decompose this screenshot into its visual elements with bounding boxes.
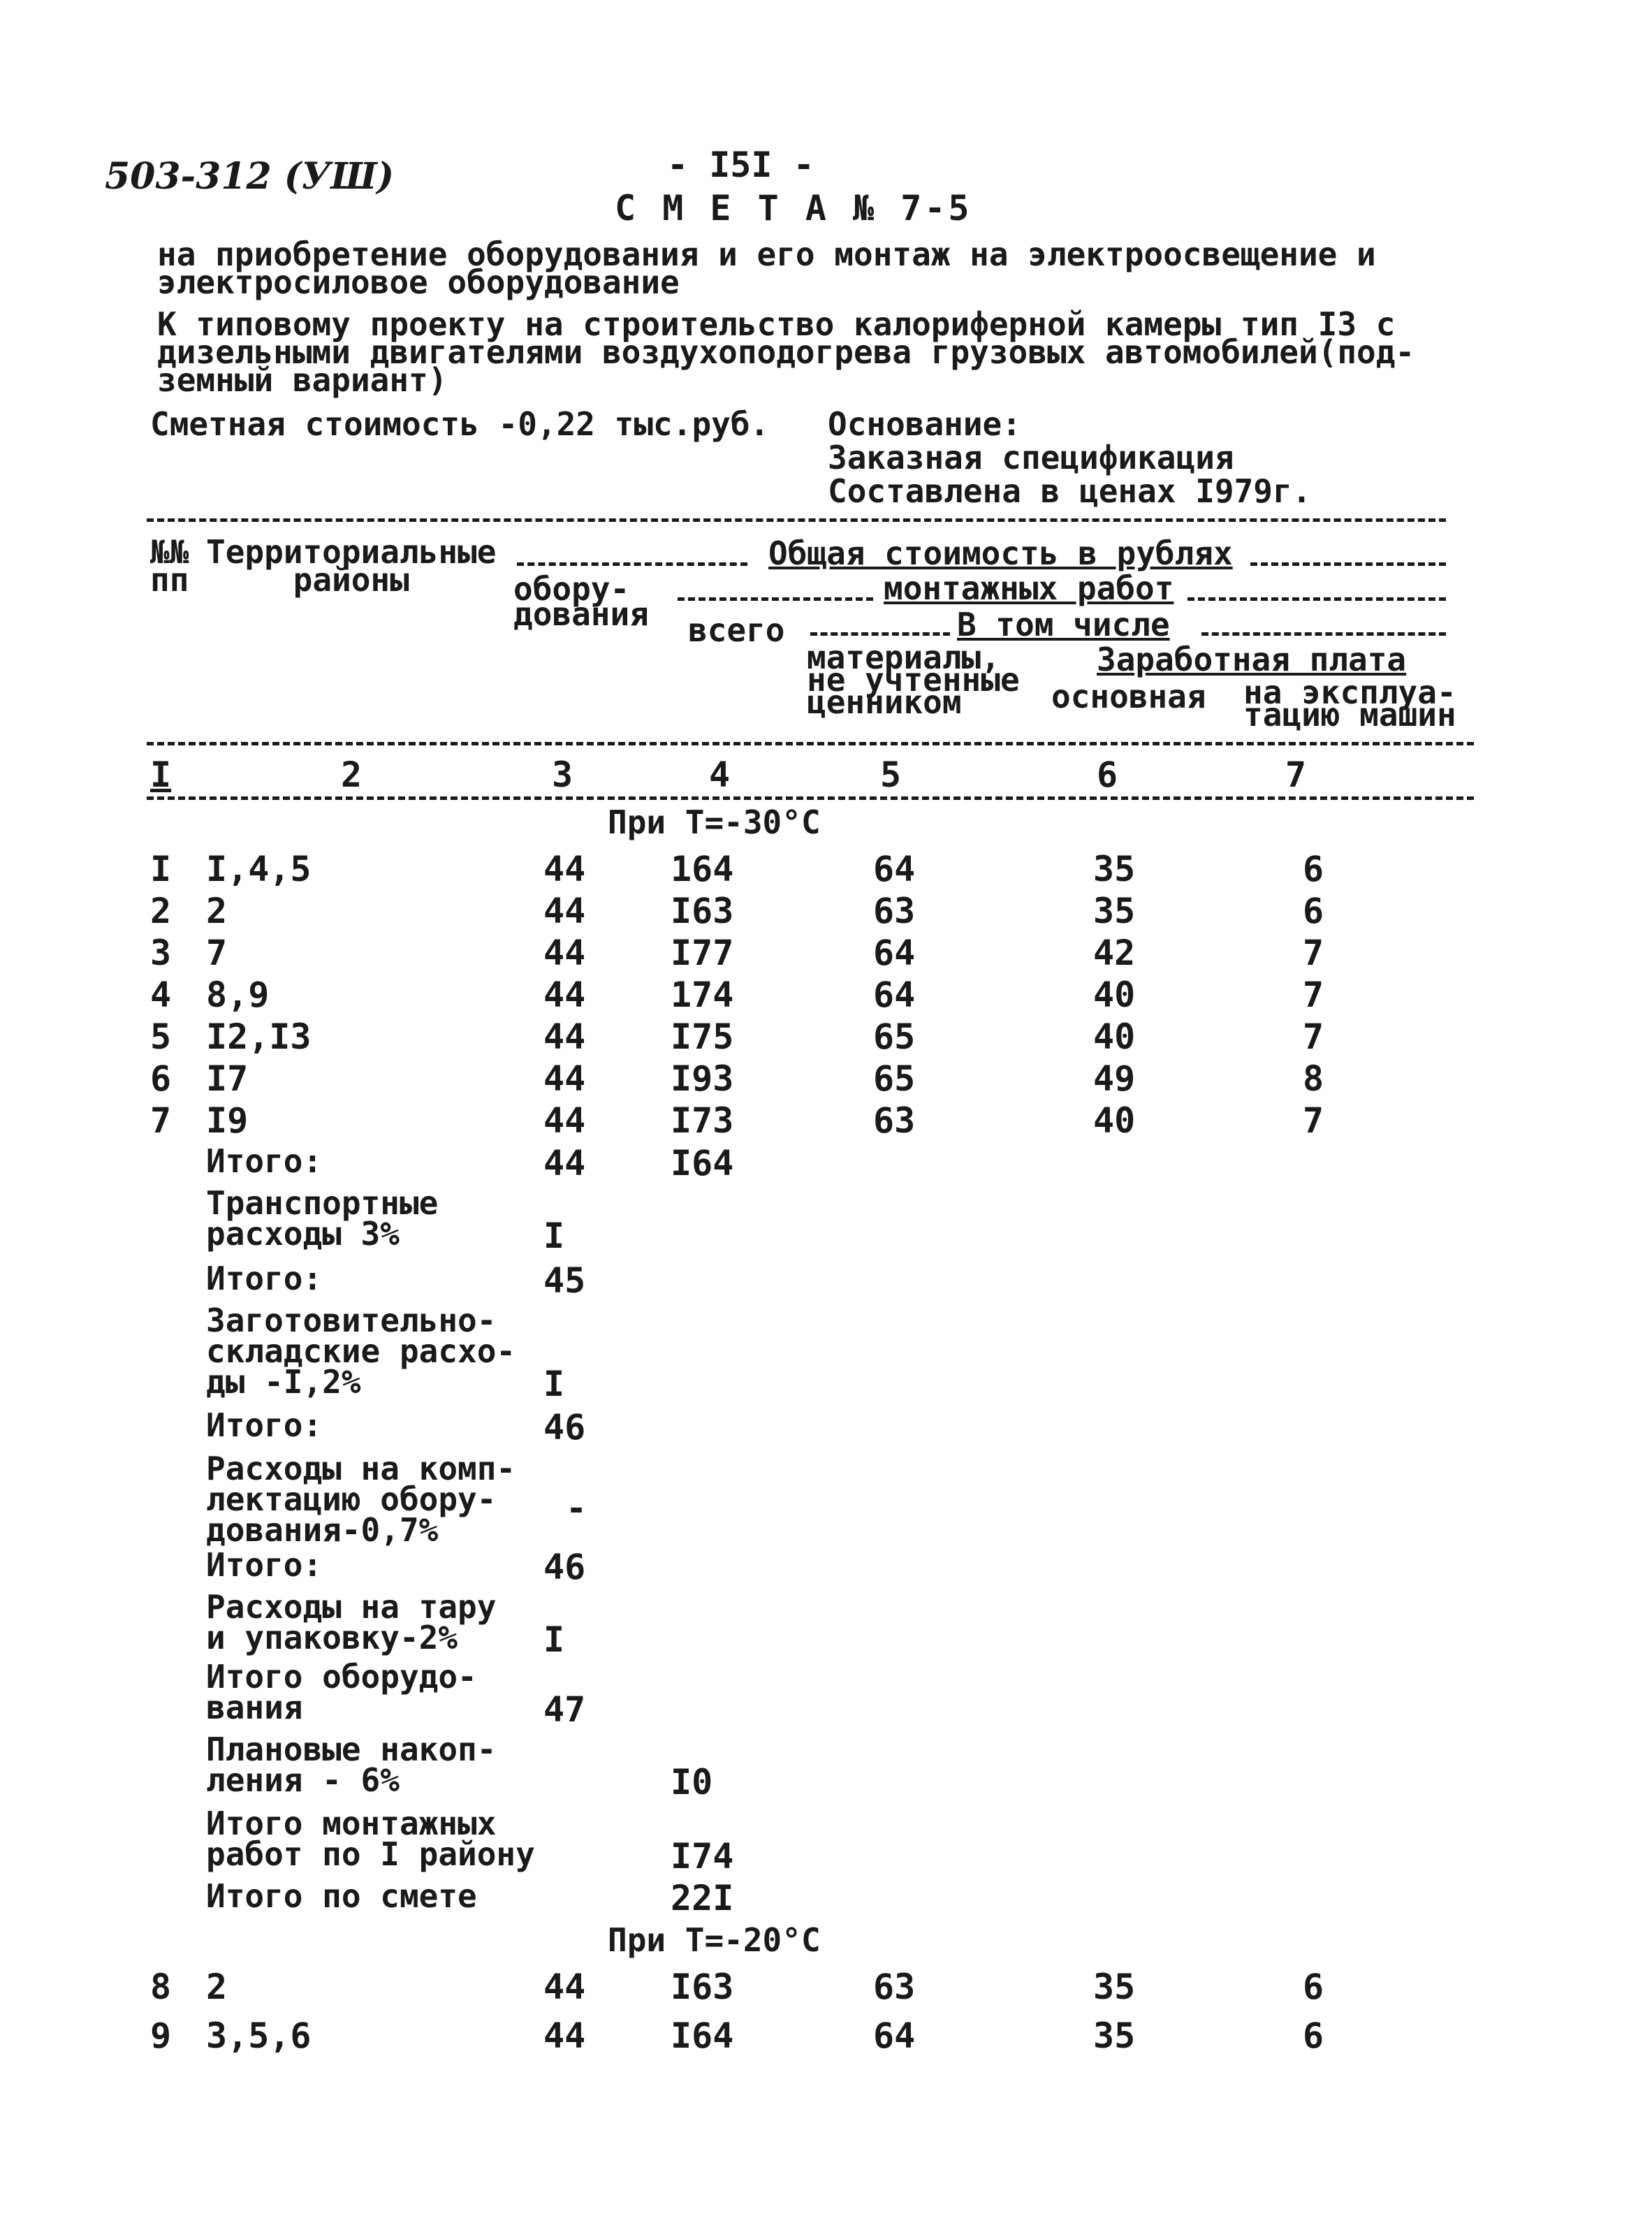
summary-label: Транспортные расходы 3% [206,1184,439,1253]
cell-region: 8,9 [206,975,270,1015]
cell-region: 2 [206,891,228,931]
summary-total: I64 [671,1143,734,1183]
cell-wages-machines: 7 [1303,975,1324,1015]
cell-total: I64 [671,2016,734,2056]
document-code: 503-312 (УШ) [105,155,395,198]
column-number: 4 [709,755,731,795]
summary-equipment: I [543,1364,565,1404]
cell-region: I2,I3 [206,1016,312,1057]
table-row [0,1058,1652,1100]
cell-materials: 64 [873,975,916,1015]
header-total-cost: Общая стоимость в рублях [768,534,1233,572]
header-including: В том числе [957,606,1170,643]
cell-materials: 64 [873,2016,916,2056]
basis-prices: Составлена в ценах I979г. [828,472,1312,510]
table-row [0,1016,1652,1058]
cell-region: I9 [206,1100,249,1141]
summary-total: I0 [671,1762,713,1802]
section-title: При Т=-30°С [608,803,821,841]
cell-wages-basic: 42 [1093,933,1136,973]
summary-equipment: 47 [543,1689,586,1730]
cell-materials: 63 [873,1967,916,2007]
summary-label: Итого: [206,1260,323,1297]
cell-equipment: 44 [543,2016,586,2056]
column-number: 3 [552,755,573,795]
cell-materials: 63 [873,891,916,931]
document-title: С М Е Т А № 7-5 [615,188,972,228]
cell-region: 2 [206,1967,228,2007]
cell-num: 7 [150,1100,172,1141]
cell-wages-machines: 6 [1303,891,1324,931]
header-rule-install-left [678,597,873,601]
header-bottom-rule [147,742,1474,745]
estimated-cost: Сметная стоимость -0,22 тыс.руб. [150,405,770,443]
cell-equipment: 44 [543,891,586,931]
header-wages: Заработная плата [1097,641,1407,678]
cell-num: 6 [150,1058,172,1099]
header-rule-left [517,562,747,566]
table-row [0,933,1652,975]
summary-total: I74 [671,1836,734,1876]
column-number: 6 [1097,755,1118,795]
summary-equipment: - [566,1488,587,1529]
column-numbers-row [0,755,1652,796]
summary-label: Расходы на комп- лектацию обору- дования-0,7% [206,1450,516,1549]
header-equipment: обору- дования [513,570,649,633]
cell-total: I77 [671,933,734,973]
cell-total: I63 [671,891,734,931]
summary-label: Итого: [206,1406,323,1444]
cell-num: 2 [150,891,172,931]
cell-region: I,4,5 [206,849,312,889]
summary-label: Итого: [206,1142,323,1180]
cell-total: 174 [671,975,734,1015]
cell-equipment: 44 [543,1058,586,1099]
section-title: При Т=-20°С [608,1921,821,1959]
header-wages-basic: основная [1051,678,1206,715]
cell-wages-basic: 40 [1093,1016,1136,1057]
summary-label: Заготовительно- складские расхо- ды -I,2% [206,1302,516,1401]
cell-equipment: 44 [543,1967,586,2007]
cell-wages-machines: 7 [1303,1100,1324,1141]
cell-equipment: 44 [543,1016,586,1057]
header-all: всего [688,611,785,649]
cell-materials: 64 [873,849,916,889]
header-materials: материалы, не учтенные ценником [807,639,1020,721]
summary-label: Итого монтажных работ по I району [206,1805,535,1873]
summary-total: 22I [671,1878,734,1918]
table-row [0,2016,1652,2057]
column-number: 7 [1285,755,1307,795]
summary-label: Итого оборудо- вания [206,1658,477,1726]
cell-num: 5 [150,1016,172,1057]
table-row [0,891,1652,933]
project-line-2: дизельными двигателями воздухоподогрева грузовых автомобилей(под- [157,333,1415,371]
project-line-1: К типовому проекту на строительство калориферной камеры тип I3 с [157,305,1396,343]
table-top-rule [147,518,1446,522]
header-rule-right [1250,562,1446,566]
cell-wages-machines: 6 [1303,849,1324,889]
table-row [0,1967,1652,2009]
column-number: 2 [341,755,363,795]
cell-materials: 63 [873,1100,916,1141]
cell-total: I93 [671,1058,734,1099]
cell-wages-basic: 35 [1093,1967,1136,2007]
header-rule-install-right [1187,597,1446,601]
cell-region: I7 [206,1058,249,1099]
subtitle-line-2: электросиловое оборудование [157,263,680,301]
cell-total: I75 [671,1016,734,1057]
header-regions: Территориальные районы [206,533,497,599]
summary-equipment: 46 [543,1547,586,1587]
summary-label: Расходы на тару и упаковку-2% [206,1588,497,1656]
cell-materials: 65 [873,1058,916,1099]
header-rule-incl-left [810,632,950,636]
cell-wages-basic: 40 [1093,975,1136,1015]
cell-region: 3,5,6 [206,2016,312,2056]
cell-equipment: 44 [543,933,586,973]
cell-num: 3 [150,933,172,973]
cell-total: I63 [671,1967,734,2007]
summary-label: Итого: [206,1546,323,1584]
summary-label: Итого по смете [206,1877,477,1915]
cell-materials: 64 [873,933,916,973]
header-wages-machines: на эксплуа- тацию машин [1243,673,1456,734]
cell-wages-basic: 35 [1093,891,1136,931]
cell-equipment: 44 [543,1100,586,1141]
cell-num: 8 [150,1967,172,2007]
header-installation: монтажных работ [884,569,1174,607]
header-rule-incl-right [1201,632,1446,636]
column-number: 5 [880,755,902,795]
cell-wages-basic: 35 [1093,849,1136,889]
cell-num: 4 [150,975,172,1015]
summary-label: Плановые накоп- ления - 6% [206,1730,497,1799]
column-numbers-rule [147,796,1474,800]
cell-num: I [150,849,172,889]
basis-spec: Заказная спецификация [828,439,1234,476]
cell-materials: 65 [873,1016,916,1057]
summary-equipment: 44 [543,1143,586,1183]
cell-total: 164 [671,849,734,889]
table-row [0,975,1652,1016]
cell-wages-machines: 6 [1303,2016,1324,2056]
cell-wages-machines: 7 [1303,1016,1324,1057]
summary-equipment: I [543,1216,565,1256]
cell-region: 7 [206,933,228,973]
subtitle-line-1: на приобретение оборудования и его монтаж на электроосвещение и [157,235,1376,273]
cell-wages-machines: 8 [1303,1058,1324,1099]
basis-label: Основание: [828,405,1021,443]
table-row [0,1100,1652,1142]
project-line-3: земный вариант) [157,361,448,399]
cell-wages-machines: 7 [1303,933,1324,973]
page-number: - I5I - [667,145,814,185]
cell-equipment: 44 [543,975,586,1015]
summary-equipment: I [543,1619,565,1660]
summary-equipment: 45 [543,1260,586,1301]
column-number: I [150,755,172,795]
cell-num: 9 [150,2016,172,2056]
header-number: №№ пп [150,533,189,599]
cell-total: I73 [671,1100,734,1141]
cell-wages-machines: 6 [1303,1967,1324,2007]
cell-wages-basic: 49 [1093,1058,1136,1099]
cell-wages-basic: 40 [1093,1100,1136,1141]
cell-equipment: 44 [543,849,586,889]
summary-equipment: 46 [543,1407,586,1448]
table-row [0,849,1652,891]
cell-wages-basic: 35 [1093,2016,1136,2056]
